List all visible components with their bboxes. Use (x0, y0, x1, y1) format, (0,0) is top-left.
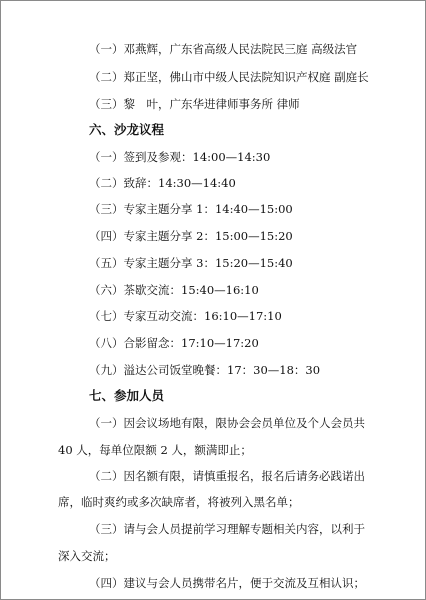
agenda-item: （二）致辞：14:30—14:40 (89, 175, 236, 190)
section-heading: 六、沙龙议程 (89, 121, 165, 137)
agenda-item: （一）签到及参观：14:00—14:30 (89, 149, 271, 164)
paragraph-line: 深入交流； (58, 549, 116, 564)
agenda-item: （九）溢达公司饭堂晚餐：17：30—18：30 (89, 362, 321, 377)
agenda-item: （七）专家互动交流：16:10—17:10 (89, 309, 282, 323)
section-heading: 七、参加人员 (89, 387, 165, 403)
agenda-item: （五）专家主题分享 3：15:20—15:40 (89, 256, 293, 271)
agenda-item: （四）专家主题分享 2：15:00—15:20 (89, 229, 293, 244)
agenda-item: （八）合影留念：17:10—17:20 (89, 335, 259, 350)
speaker-line: （一）邓燕辉，广东省高级人民法院民三庭 高级法官 (89, 42, 358, 56)
paragraph-line: 席，临时爽约或多次缺席者，将被列入黑名单； (58, 495, 300, 510)
paragraph-line: （四）建议与会人员携带名片，便于交流及互相认识； (89, 576, 365, 590)
paragraph-line: （一）因会议场地有限，限协会会员单位及个人会员共 (89, 415, 365, 430)
paragraph-line: （三）请与会人员提前学习理解专题相关内容，以利于 (89, 522, 365, 537)
speaker-line: （二）郑正坚，佛山市中级人民法院知识产权庭 副庭长 (89, 69, 369, 84)
agenda-item: （三）专家主题分享 1：14:40—15:00 (89, 202, 293, 217)
paragraph-line: （二）因名额有限，请慎重报名，报名后请务必践诺出 (89, 469, 365, 484)
agenda-item: （六）茶歇交流：15:40—16:10 (89, 283, 259, 297)
speaker-line: （三）黎 叶，广东华进律师事务所 律师 (89, 96, 300, 111)
paragraph-line: 40 人，每单位限额 2 人，额满即止； (58, 442, 252, 457)
